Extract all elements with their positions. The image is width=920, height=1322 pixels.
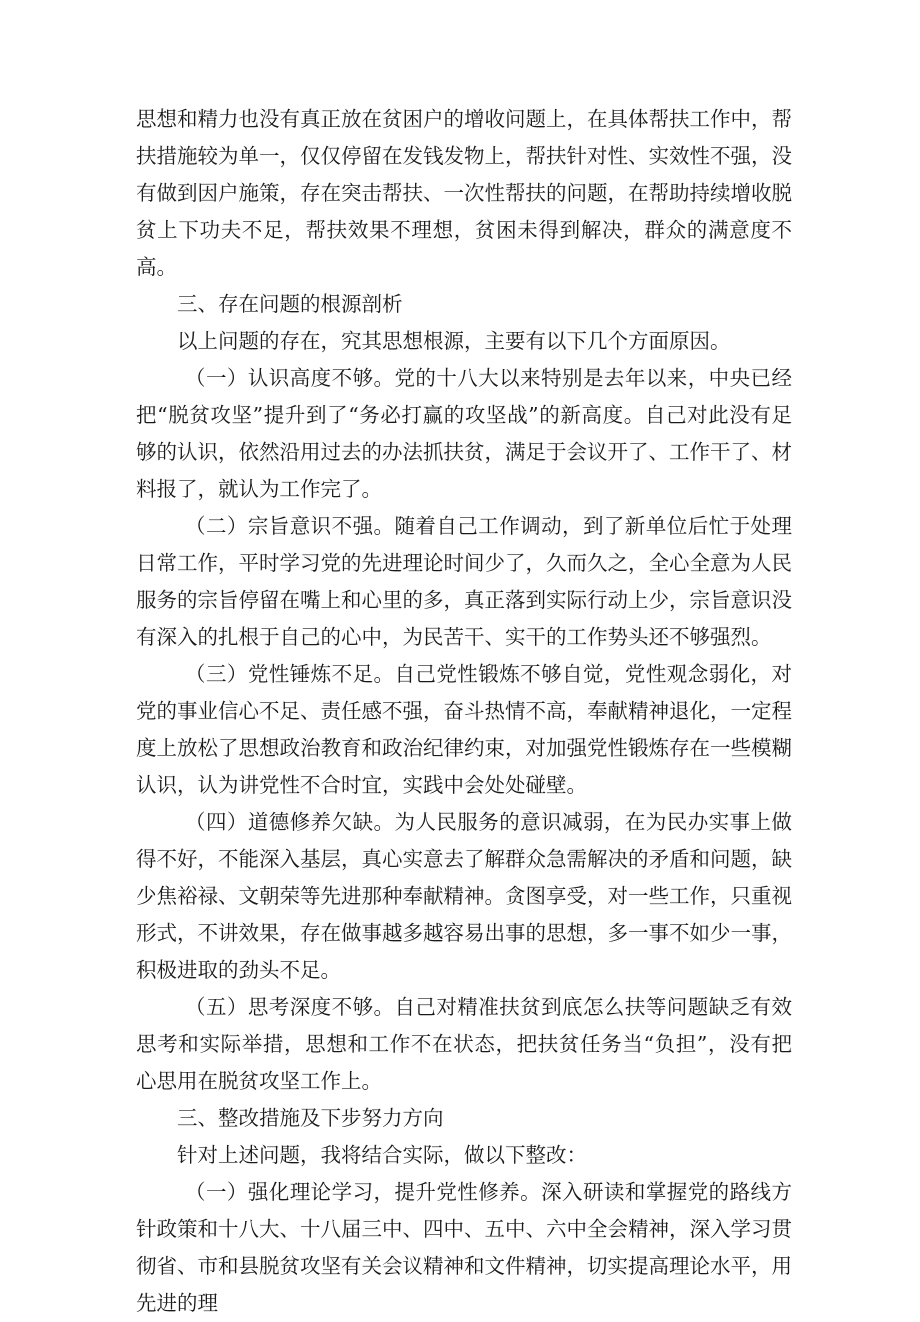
paragraph-cause-3: （三）党性锤炼不足。自己党性锻炼不够自觉，党性观念弱化，对党的事业信心不足、责任感不强，奋斗热情不高，奉献精神退化，一定程度上放松了思想政治教育和政治纪律约束，对加强党性锻炼存在一些模糊认识，认为讲党性不合时宜，实践中会处处碰壁。 <box>136 662 792 797</box>
paragraph-cause-1: （一）认识高度不够。党的十八大以来特别是去年以来，中央已经把“脱贫攻坚”提升到了“务必打赢的攻坚战”的新高度。自己对此没有足够的认识，依然沿用过去的办法抓扶贫，满足于会议开了、工作干了、材料报了，就认为工作完了。 <box>136 366 792 501</box>
paragraph-measure-1: （一）强化理论学习，提升党性修养。深入研读和掌握党的路线方针政策和十八大、十八届三中、四中、五中、六中全会精神，深入学习贯彻省、市和县脱贫攻坚有关会议精神和文件精神，切实提高理论水平，用先进的理 <box>136 1180 792 1315</box>
document-body <box>136 101 792 1322</box>
paragraph-cause-4: （四）道德修养欠缺。为人民服务的意识减弱，在为民办实事上做得不好，不能深入基层，真心实意去了解群众急需解决的矛盾和问题，缺少焦裕禄、文朝荣等先进那种奉献精神。贪图享受，对一些工作，只重视形式，不讲效果，存在做事越多越容易出事的思想，多一事不如少一事，积极进取的劲头不足。 <box>136 810 792 982</box>
paragraph-cause-5: （五）思考深度不够。自己对精准扶贫到底怎么扶等问题缺乏有效思考和实际举措，思想和工作不在状态，把扶贫任务当“负担”，没有把心思用在脱贫攻坚工作上。 <box>136 995 792 1093</box>
section-heading-rectification: 三、整改措施及下步努力方向 <box>177 1106 444 1130</box>
paragraph-continued-assistance: 思想和精力也没有真正放在贫困户的增收问题上，在具体帮扶工作中，帮扶措施较为单一，仅仅停留在发钱发物上，帮扶针对性、实效性不强，没有做到因户施策，存在突击帮扶、一次性帮扶的问题，在帮助持续增收脱贫上下功夫不足，帮扶效果不理想，贫困未得到解决，群众的满意度不高。 <box>136 107 792 279</box>
paragraph-rectification-intro: 针对上述问题，我将结合实际，做以下整改： <box>177 1143 587 1167</box>
paragraph-cause-2: （二）宗旨意识不强。随着自己工作调动，到了新单位后忙于处理日常工作，平时学习党的先进理论时间少了，久而久之，全心全意为人民服务的宗旨停留在嘴上和心里的多，真正落到实际行动上少，宗旨意识没有深入的扎根于自己的心中，为民苦干、实干的工作势头还不够强烈。 <box>136 514 792 649</box>
section-heading-root-cause: 三、存在问题的根源剖析 <box>177 292 403 316</box>
paragraph-root-cause-intro: 以上问题的存在，究其思想根源，主要有以下几个方面原因。 <box>177 329 731 353</box>
